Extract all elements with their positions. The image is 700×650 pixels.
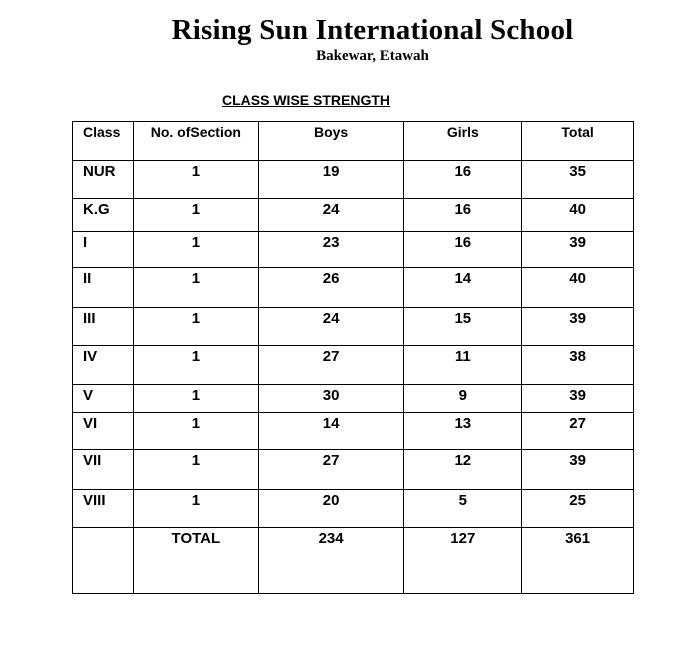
table-row	[73, 308, 634, 346]
totals-label: TOTAL	[133, 528, 258, 594]
cell-girls: 16	[404, 161, 522, 199]
column-header-girls: Girls	[404, 122, 522, 161]
table-row	[73, 161, 634, 199]
table-row	[73, 490, 634, 528]
table-caption: CLASS WISE STRENGTH	[222, 92, 391, 108]
cell-sections: 1	[133, 308, 258, 346]
cell-boys: 19	[258, 161, 404, 199]
cell-sections: 1	[133, 199, 258, 232]
cell-class: K.G	[73, 199, 134, 232]
cell-total-boys: 234	[258, 528, 404, 594]
column-header-class: Class	[73, 122, 134, 161]
cell-boys: 14	[258, 413, 404, 450]
class-strength-table	[72, 121, 634, 594]
cell-total: 39	[522, 385, 634, 413]
cell-empty	[73, 528, 134, 594]
table-header-row	[73, 122, 634, 161]
cell-total: 39	[522, 450, 634, 490]
cell-sections: 1	[133, 413, 258, 450]
cell-class: IV	[73, 346, 134, 385]
cell-class: I	[73, 232, 134, 268]
cell-girls: 13	[404, 413, 522, 450]
cell-boys: 23	[258, 232, 404, 268]
cell-total: 39	[522, 308, 634, 346]
cell-girls: 9	[404, 385, 522, 413]
cell-sections: 1	[133, 268, 258, 308]
cell-girls: 11	[404, 346, 522, 385]
table-row	[73, 450, 634, 490]
cell-class: NUR	[73, 161, 134, 199]
column-header-total: Total	[522, 122, 634, 161]
cell-boys: 24	[258, 308, 404, 346]
cell-class: VII	[73, 450, 134, 490]
cell-girls: 12	[404, 450, 522, 490]
totals-row	[73, 528, 634, 594]
cell-boys: 20	[258, 490, 404, 528]
cell-total: 35	[522, 161, 634, 199]
cell-class: II	[73, 268, 134, 308]
table-row	[73, 199, 634, 232]
cell-total: 40	[522, 268, 634, 308]
cell-sections: 1	[133, 232, 258, 268]
cell-sections: 1	[133, 161, 258, 199]
cell-boys: 30	[258, 385, 404, 413]
column-header-boys: Boys	[258, 122, 404, 161]
school-address: Bakewar, Etawah	[316, 48, 429, 64]
cell-total: 27	[522, 413, 634, 450]
cell-sections: 1	[133, 385, 258, 413]
cell-total: 25	[522, 490, 634, 528]
cell-total: 39	[522, 232, 634, 268]
cell-girls: 14	[404, 268, 522, 308]
cell-girls: 16	[404, 232, 522, 268]
cell-girls: 15	[404, 308, 522, 346]
cell-total-girls: 127	[404, 528, 522, 594]
cell-class: VIII	[73, 490, 134, 528]
school-name: Rising Sun International School	[171, 14, 574, 46]
table-row	[73, 268, 634, 308]
cell-girls: 16	[404, 199, 522, 232]
cell-class: III	[73, 308, 134, 346]
table-row	[73, 385, 634, 413]
cell-class: V	[73, 385, 134, 413]
cell-total: 38	[522, 346, 634, 385]
cell-boys: 26	[258, 268, 404, 308]
cell-sections: 1	[133, 450, 258, 490]
cell-total: 40	[522, 199, 634, 232]
cell-boys: 27	[258, 450, 404, 490]
table-row	[73, 413, 634, 450]
cell-sections: 1	[133, 346, 258, 385]
cell-sections: 1	[133, 490, 258, 528]
column-header-sections: No. ofSection	[133, 122, 258, 161]
cell-girls: 5	[404, 490, 522, 528]
table-row	[73, 232, 634, 268]
cell-boys: 24	[258, 199, 404, 232]
cell-grand-total: 361	[522, 528, 634, 594]
table-row	[73, 346, 634, 385]
cell-boys: 27	[258, 346, 404, 385]
cell-class: VI	[73, 413, 134, 450]
